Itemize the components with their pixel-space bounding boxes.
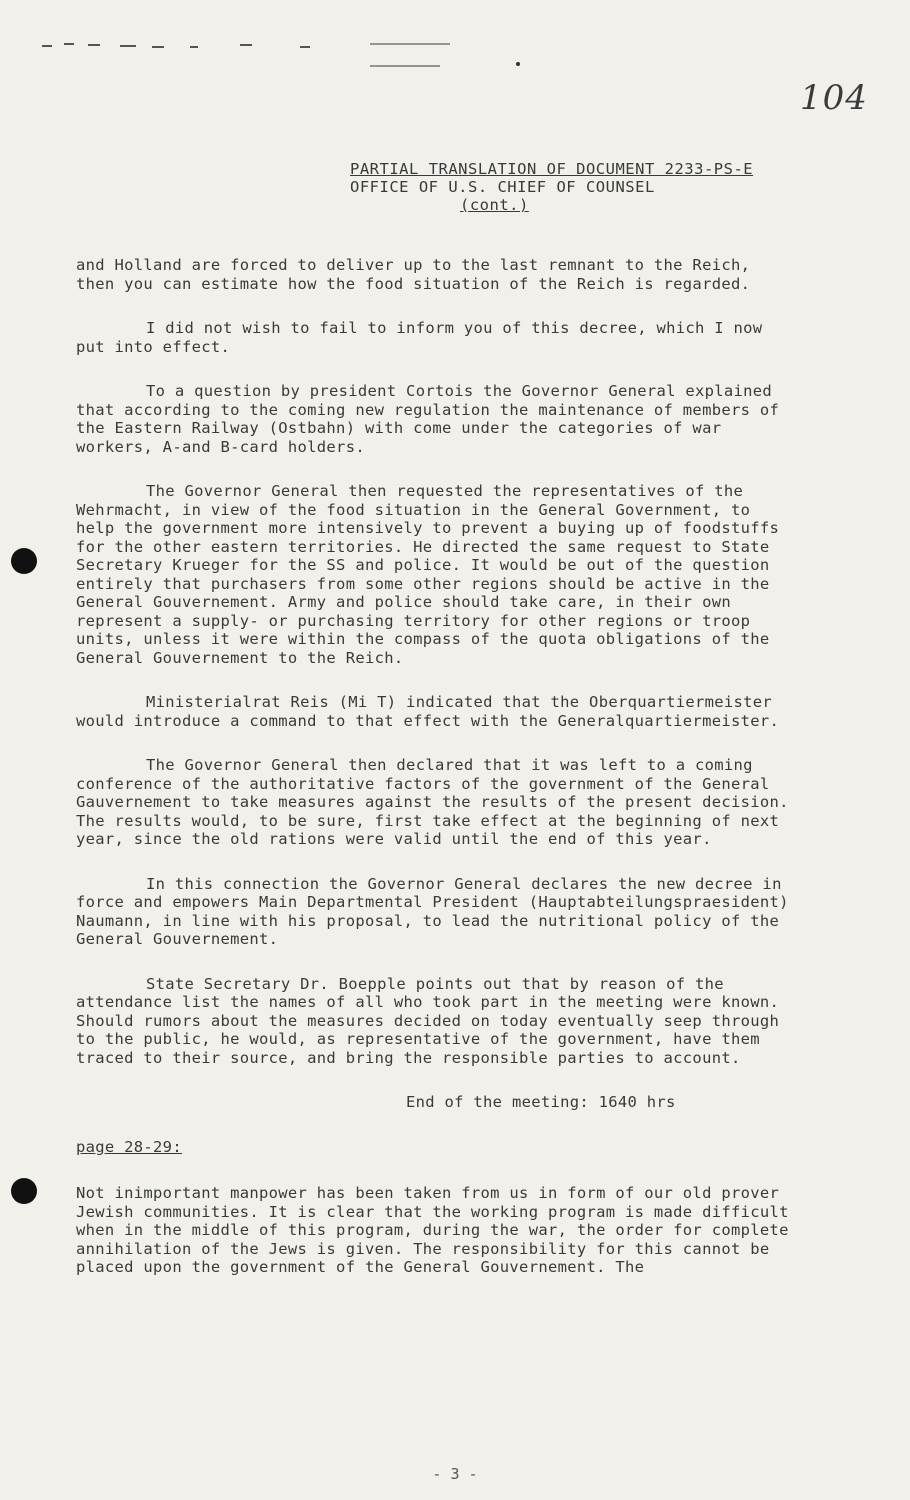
top-scan-marks: [40, 38, 600, 68]
punch-hole: [11, 1178, 37, 1204]
paragraph: I did not wish to fail to inform you of this decree, which I now put into effect.: [76, 319, 773, 356]
page-footer: - 3 -: [432, 1465, 478, 1483]
document-body: [76, 256, 799, 1303]
header-continued: (cont.): [460, 196, 529, 214]
paragraph: The Governor General then requested the representatives of the Wehrmacht, in view of the food situation in the General Government, to help the government more intensively to prevent a buying up of foodstuffs for the other eastern territories. He directed the same request to State Secretary Krueger for the SS and police. It would be out of the question entirely that purchasers from some other regions should be active in the General Gouvernement. Army and police should take care, in their own represent a supply- or purchasing territory for other regions or troop units, unless it were within the compass of the quota obligations of the General Gouvernement to the Reich.: [76, 482, 789, 667]
header-title: PARTIAL TRANSLATION OF DOCUMENT 2233-PS-E: [350, 160, 754, 178]
paragraph: State Secretary Dr. Boepple points out that by reason of the attendance list the names of all who took part in the meeting were known. Should rumors about the measures decided on today eventually seep through to the public, he would, as representative of the government, have them traced to their source, and bring the responsible parties to account.: [76, 974, 789, 1067]
header-office: OFFICE OF U.S. CHIEF OF COUNSEL: [350, 178, 655, 196]
paragraph: The Governor General then declared that it was left to a coming conference of the authoritative factors of the government of the General Gauvernement to take measures against the results of the present decision. The results would, to be sure, first take effect at the beginning of next year, since the old rations were valid until the end of this year.: [76, 756, 799, 848]
handwritten-page-number: 104: [800, 78, 868, 118]
paragraph: Ministerialrat Reis (Mi T) indicated that the Oberquartiermeister would introduce a command to that effect with the Generalquartiermeister.: [76, 693, 782, 730]
page-reference: page 28-29:: [76, 1137, 182, 1156]
end-of-meeting: End of the meeting: 1640 hrs: [406, 1093, 676, 1111]
paragraph: In this connection the Governor General declares the new decree in force and empowers Main Departmental President (Hauptabteilungspraesident) Naumann, in line with his proposal, to lead the nutritional policy of the General Gouvernement.: [76, 874, 799, 948]
paragraph: To a question by president Cortois the Governor General explained that according to the coming new regulation the maintenance of members of the Eastern Railway (Ostbahn) with come under the categories of war workers, A-and B-card holders.: [76, 382, 789, 456]
punch-hole: [11, 548, 37, 574]
paragraph: and Holland are forced to deliver up to the last remnant to the Reich, then you can estimate how the food situation of the Reich is regarded.: [76, 256, 760, 293]
paragraph: Not inimportant manpower has been taken from us in form of our old prover Jewish communities. It is clear that the working program is made difficult when in the middle of this program, during the war, the order for complete annihilation of the Jews is given. The responsibility for this cannot be placed upon the government of the General Gouvernement. The: [76, 1184, 799, 1276]
document-header: [350, 160, 850, 214]
